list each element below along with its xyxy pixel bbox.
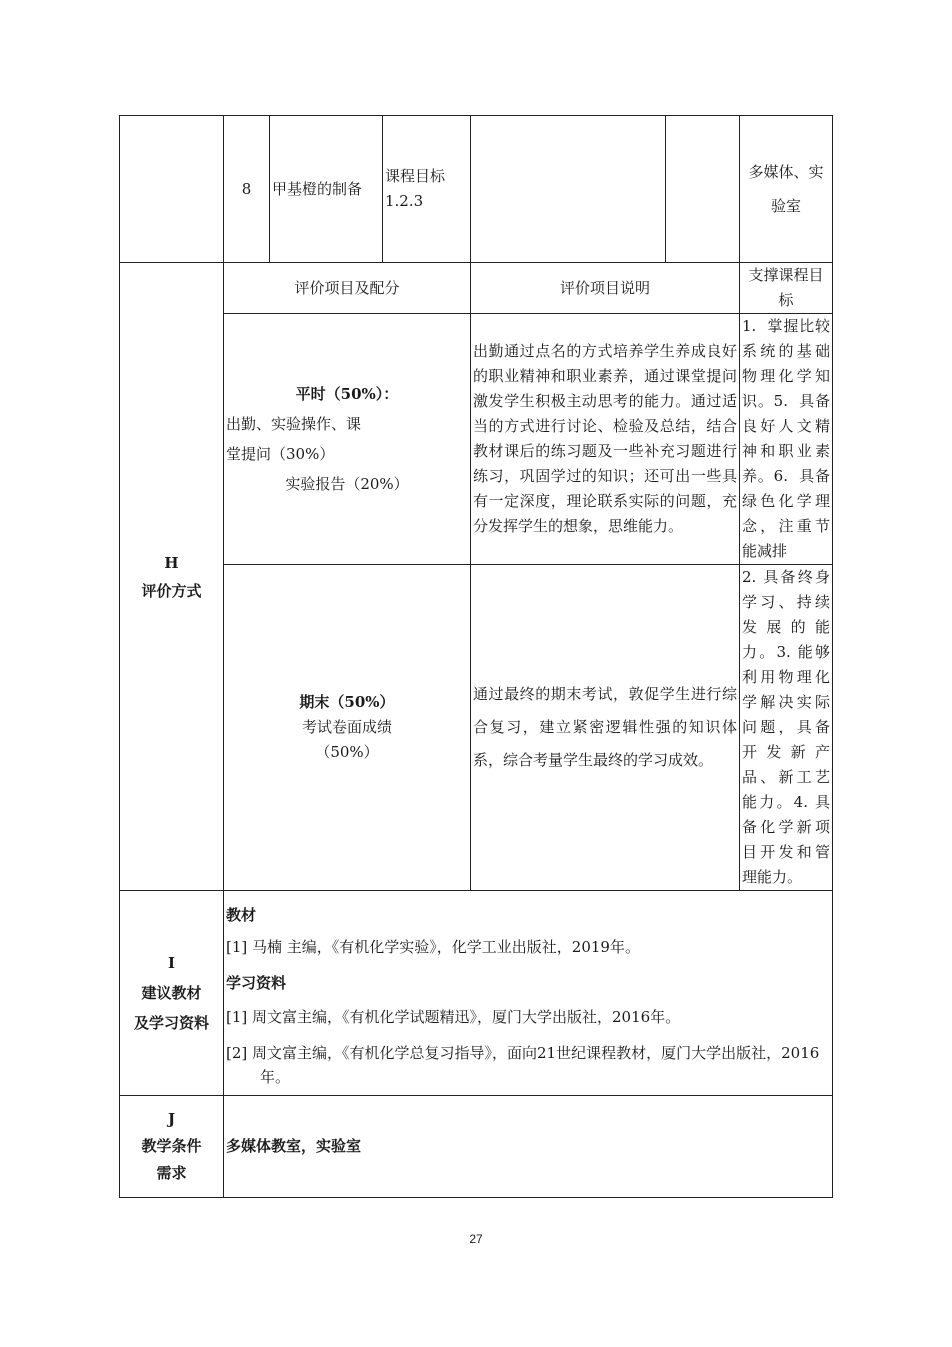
daily-evaluation-line2: 堂提问（30%） (226, 445, 335, 463)
experiment-name: 甲基橙的制备 (270, 116, 383, 263)
section-h-title: 评价方式 (141, 581, 202, 600)
daily-evaluation-row (120, 314, 833, 565)
final-evaluation-row (120, 565, 833, 891)
course-table (119, 115, 833, 1198)
section-i-row (120, 891, 833, 1096)
header-supported-goal: 支撑课程目标 (740, 263, 833, 314)
section-j-label (120, 1096, 224, 1198)
section-i-title-line1: 建议教材 (141, 984, 202, 1002)
materials-heading: 学习资料 (226, 974, 287, 992)
section-h-label (120, 263, 224, 891)
course-table-page (119, 115, 832, 1198)
final-evaluation-target: 2. 具备终身学习、持续发展的能力。3. 能够利用物理化学解决实际问题，具备开发新产品、新工艺能力。4. 具备化学新项目开发和管理能力。 (740, 565, 833, 891)
final-evaluation-line2: （50%） (315, 743, 379, 761)
daily-evaluation-title: 平时（50%）： (295, 385, 399, 403)
empty-hours-cell (666, 116, 740, 263)
section-i-label (120, 891, 224, 1096)
section-i-title-line2: 及学习资料 (133, 1014, 209, 1032)
empty-content-cell (471, 116, 666, 263)
experiment-row-8 (120, 116, 833, 263)
evaluation-header-row (120, 263, 833, 314)
final-evaluation-item (224, 565, 471, 891)
section-j-content: 多媒体教室，实验室 (224, 1096, 833, 1198)
section-i-content (224, 891, 833, 1096)
daily-evaluation-target: 1. 掌握比较系统的基础物理化学知识。5. 具备良好人文精神和职业素养。6. 具备绿色化学理念，注重节能减排 (740, 314, 833, 565)
experiment-method-line2: 验室 (770, 197, 801, 215)
material-item-1: [1] 周文富主编，《有机化学试题精迅》，厦门大学出版社，2016年。 (226, 1008, 681, 1026)
final-evaluation-line1: 考试卷面成绩 (301, 718, 392, 736)
header-evaluation-item: 评价项目及配分 (224, 263, 471, 314)
daily-evaluation-line1: 出勤、实验操作、课 (226, 415, 362, 433)
daily-evaluation-line3: 实验报告（20%） (285, 475, 409, 493)
daily-evaluation-description: 出勤通过点名的方式培养学生养成良好的职业精神和职业素养，通过课堂提问激发学生积极主动思考的能力。通过适当的方式进行讨论、检验及总结，结合教材课后的练习题及一些补充习题进行练习，巩固学过的知识；还可出一些具有一定深度，理论联系实际的问题，充分发挥学生的想象，思维能力。 (471, 314, 740, 565)
section-j-title-line1: 教学条件 (141, 1137, 202, 1155)
header-evaluation-description: 评价项目说明 (471, 263, 740, 314)
experiment-method-line1: 多媒体、实 (748, 163, 824, 181)
experiment-method (740, 116, 833, 263)
experiment-goal-line1: 课程目标 (385, 167, 446, 185)
section-j-code: J (167, 1110, 176, 1128)
textbook-heading: 教材 (226, 906, 257, 924)
page-number: 27 (469, 1232, 483, 1246)
final-evaluation-title: 期末（50%） (299, 693, 395, 711)
empty-section-cell (120, 116, 224, 263)
final-evaluation-description: 通过最终的期末考试，敦促学生进行综合复习，建立紧密逻辑性强的知识体系，综合考量学生最终的学习成效。 (471, 565, 740, 891)
section-j-row (120, 1096, 833, 1198)
experiment-goal (383, 116, 471, 263)
section-h-code: H (164, 553, 179, 572)
daily-evaluation-item (224, 314, 471, 565)
section-i-code: I (167, 954, 176, 972)
experiment-number: 8 (224, 116, 270, 263)
section-j-title-line2: 需求 (156, 1164, 187, 1182)
material-item-2: [2] 周文富主编，《有机化学总复习指导》，面向21世纪课程教材，厦门大学出版社，2016年。 (226, 1044, 820, 1086)
textbook-item-1: [1] 马楠 主编，《有机化学实验》，化学工业出版社，2019年。 (226, 938, 640, 956)
experiment-goal-line2: 1.2.3 (385, 192, 424, 210)
